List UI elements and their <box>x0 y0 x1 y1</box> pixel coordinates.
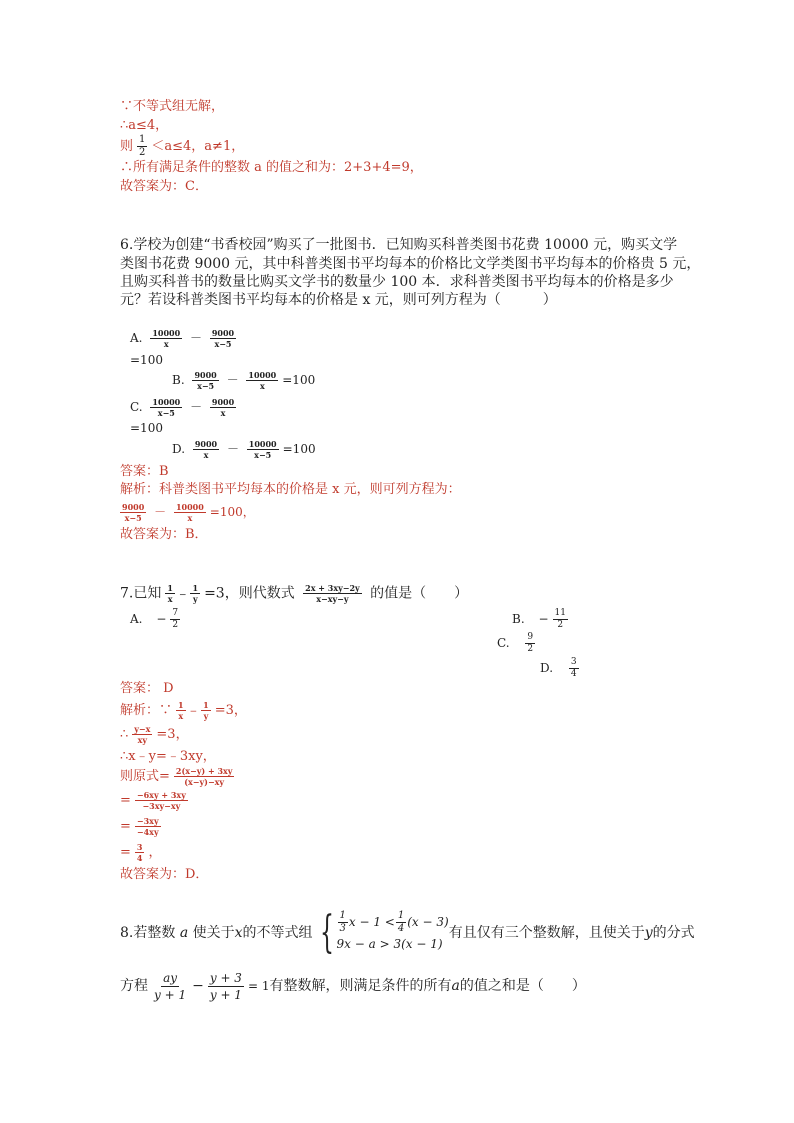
frac: $\frac{7}{2}$ <box>172 608 179 630</box>
q7-option-b[interactable]: B. − $\frac{11}{2}$ <box>512 608 566 630</box>
q6-line-4: 元？若设科普类图书平均每本的价格是 x 元，则可列方程为（ ） <box>120 292 557 308</box>
frac: $\frac{2(x-y) + 3xy}{(x-y)-xy}$ <box>175 766 233 787</box>
q6-option-b[interactable]: B. $\frac{9000}{x-5}$ － $\frac{10000}{x}$ =100 <box>172 370 316 391</box>
frac: $\frac{-6xy + 3xy}{-3xy-xy}$ <box>136 790 186 811</box>
frac: $\frac{9000}{x}$ <box>211 397 235 418</box>
frac: $\frac{ay}{y + 1}$ <box>154 970 187 1002</box>
frac: $\frac{9000}{x}$ <box>194 439 218 460</box>
sol-line-2: ∴a≤4， <box>120 118 169 133</box>
frac: $\frac{10000}{x}$ <box>248 370 277 391</box>
q7-step-7: = $\frac{3}{4}$ ， <box>120 842 162 863</box>
q7-step-6: = $\frac{-3xy}{-4xy}$ <box>120 816 159 837</box>
q7-step-3: ∴x﹣y=﹣3xy， <box>120 749 216 764</box>
inequality-system: $\frac{1}{3}$ x − 1 < $\frac{1}{4}$ (x − 3) 9x − a > 3(x − 1) <box>336 909 449 951</box>
q7-option-a[interactable]: A. − $\frac{7}{2}$ <box>130 608 179 630</box>
frac: $\frac{2x + 3xy-2y}{x-xy-y}$ <box>305 583 360 604</box>
frac: $\frac{11}{2}$ <box>554 608 566 630</box>
sol-line-3-pre: 则 <box>120 139 134 154</box>
q8-line-1: 8.若整数 a 使关于x的不等式组 { $\frac{1}{3}$ x − 1 < $\frac{1}{4}$ (x − 3) 9x − a > 3(x − 1) 有且仅有三个整数解，且使关于y的分式 <box>120 907 695 958</box>
frac: $\frac{1}{x}$ <box>178 700 184 721</box>
frac: $\frac{3}{4}$ <box>136 842 143 863</box>
q8-line-2: 方程 $\frac{ay}{y + 1}$ − $\frac{y + 3}{y + 1}$ = 1有整数解，则满足条件的所有a的值之和是（ ） <box>120 970 586 1002</box>
half-fraction: $\frac{1}{2}$ <box>139 134 146 158</box>
frac: $\frac{9000}{x-5}$ <box>194 370 217 391</box>
sol-line-4: ∴所有满足条件的整数 a 的值之和为：2+3+4=9， <box>120 160 423 175</box>
q7-step-5: = $\frac{-6xy + 3xy}{-3xy-xy}$ <box>120 790 186 811</box>
sol-line-3-post: ＜a≤4，a≠1， <box>151 139 245 154</box>
q7-final: 故答案为：D． <box>120 867 209 882</box>
sol-line-3 <box>120 134 244 159</box>
frac: $\frac{9000}{x-5}$ <box>122 502 145 523</box>
frac: $\frac{10000}{x}$ <box>152 328 181 349</box>
sol-line-5: 故答案为：C． <box>120 179 208 194</box>
q6-option-c[interactable]: C. $\frac{10000}{x-5}$ － $\frac{9000}{x}$ <box>130 397 235 418</box>
q7-option-d[interactable]: D. $\frac{3}{4}$ <box>540 657 577 679</box>
q6-equation: $\frac{9000}{x-5}$ － $\frac{10000}{x}$ =100， <box>122 502 255 523</box>
q6-option-c-eq: =100 <box>130 421 163 435</box>
system-brace: { <box>319 907 334 958</box>
q7-option-c[interactable]: C. $\frac{9}{2}$ <box>497 632 534 654</box>
frac: $\frac{9000}{x-5}$ <box>211 328 235 349</box>
frac: $\frac{y-x}{xy}$ <box>134 724 151 745</box>
q6-line-1: 6.学校为创建“书香校园”购买了一批图书．已知购买科普类图书花费 10000 元，购买文学 <box>120 237 678 253</box>
q6-line-2: 类图书花费 9000 元，其中科普类图书平均每本的价格比文学类图书平均每本的价格贵 5 元， <box>120 256 701 272</box>
frac: $\frac{y + 3}{y + 1}$ <box>209 970 242 1002</box>
q7-stem: 7.已知 $\frac{1}{x}$ − $\frac{1}{y}$ =3，则代数式 $\frac{2x + 3xy-2y}{x-xy-y}$ 的值是（ ） <box>120 583 469 604</box>
frac: $\frac{1}{y}$ <box>203 700 209 721</box>
frac: $\frac{10000}{x}$ <box>175 502 204 523</box>
q6-option-a[interactable]: A. $\frac{10000}{x}$ － $\frac{9000}{x-5}$ <box>130 328 235 349</box>
frac: $\frac{10000}{x-5}$ <box>248 439 277 460</box>
q6-option-d[interactable]: D. $\frac{9000}{x}$ － $\frac{10000}{x-5}$ =100 <box>172 439 316 460</box>
frac: $\frac{1}{y}$ <box>192 583 199 604</box>
frac: $\frac{1}{x}$ <box>167 583 173 604</box>
frac: $\frac{3}{4}$ <box>570 657 577 679</box>
q6-analysis: 解析：科普类图书平均每本的价格是 x 元，则可列方程为： <box>120 482 461 497</box>
frac: $\frac{10000}{x-5}$ <box>152 397 181 418</box>
sol-line-1: ∵不等式组无解， <box>120 99 225 114</box>
q6-option-a-eq: =100 <box>130 353 163 367</box>
q7-step-1: 解析：∵ $\frac{1}{x}$ − $\frac{1}{y}$ =3， <box>120 700 247 721</box>
q7-step-4: 则原式= $\frac{2(x-y) + 3xy}{(x-y)-xy}$ <box>120 766 233 787</box>
q6-line-3: 且购买科普书的数量比购买文学书的数量少 100 本．求科普类图书平均每本的价格是多少 <box>120 274 674 290</box>
q7-step-2: ∴ $\frac{y-x}{xy}$ =3， <box>120 724 189 745</box>
q7-answer: 答案： D <box>120 681 174 696</box>
q6-final: 故答案为：B． <box>120 527 208 542</box>
frac: $\frac{9}{2}$ <box>527 632 534 654</box>
frac: $\frac{-3xy}{-4xy}$ <box>136 816 159 837</box>
q6-answer: 答案：B <box>120 464 169 479</box>
